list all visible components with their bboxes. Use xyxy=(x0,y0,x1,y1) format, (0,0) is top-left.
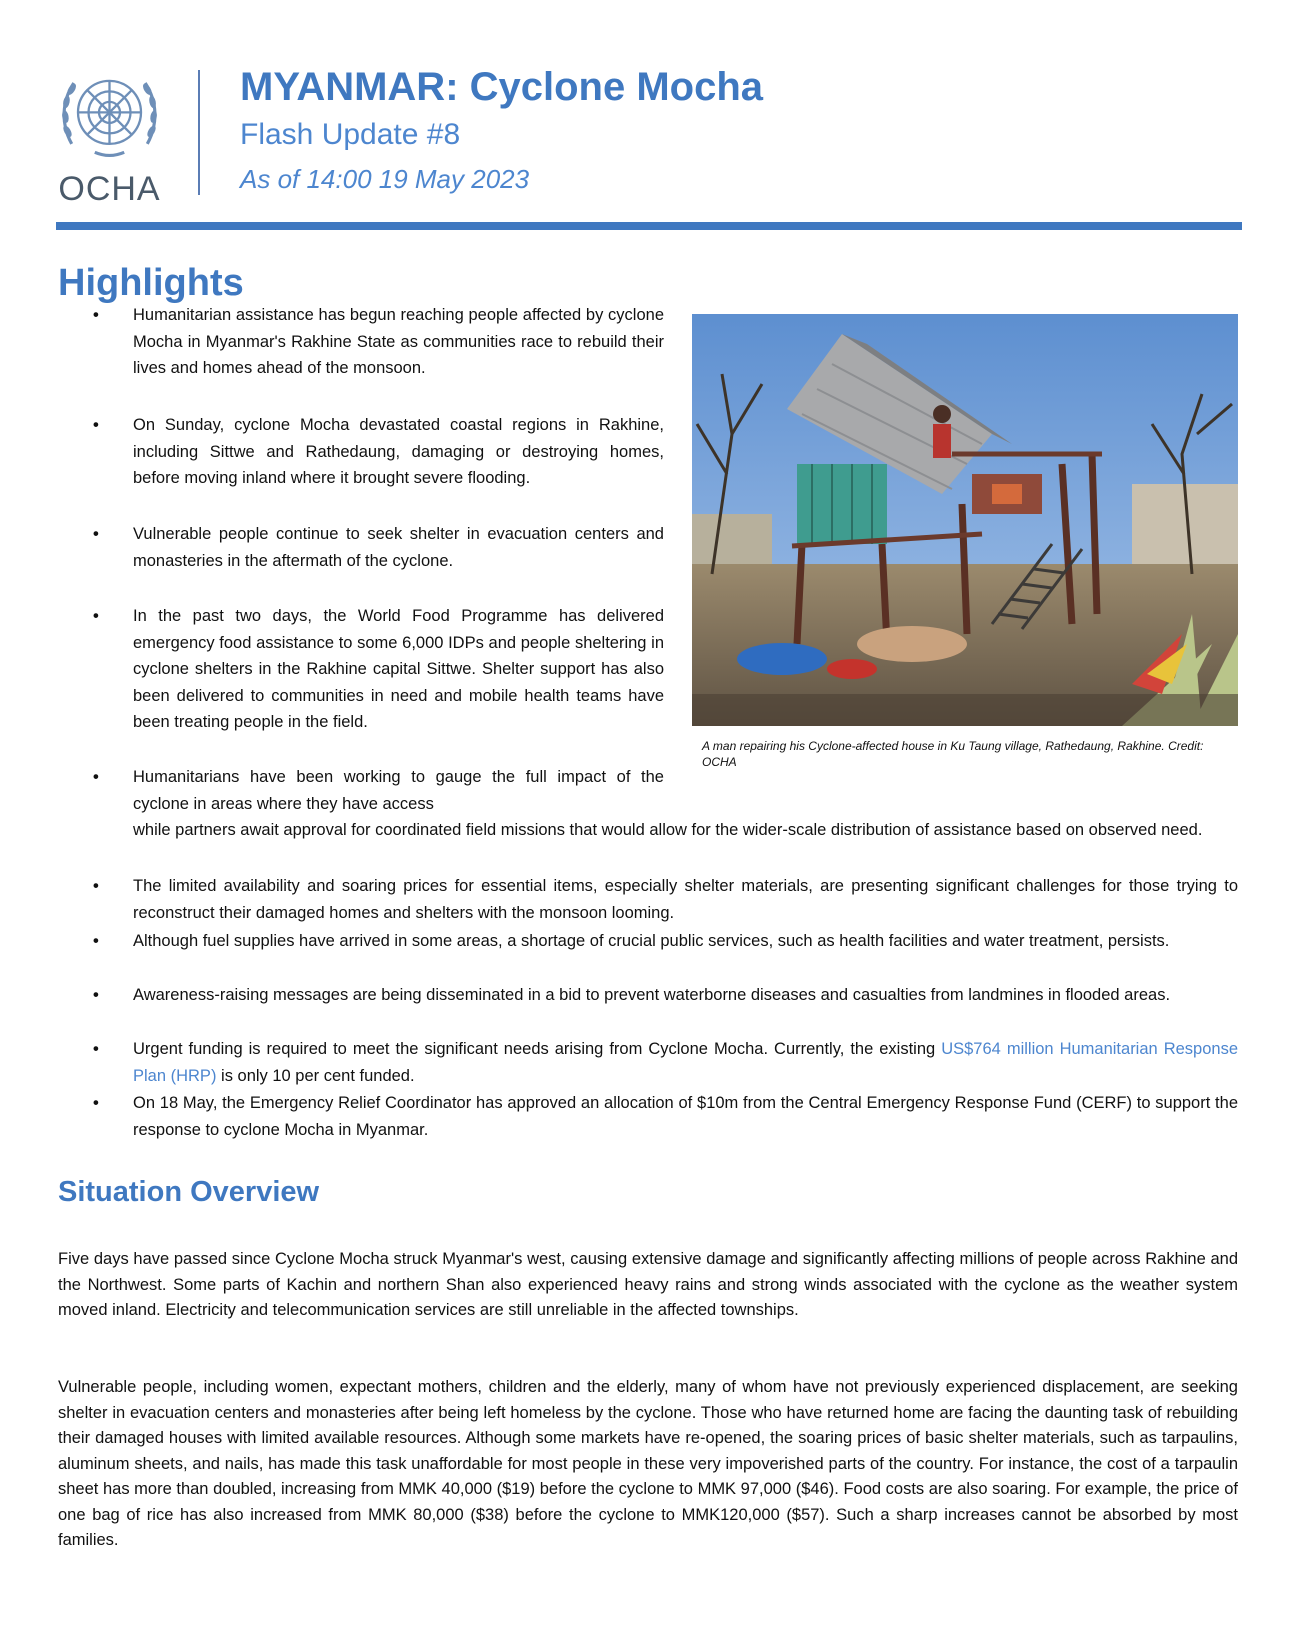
highlight-item-1 xyxy=(93,302,664,382)
overview-paragraph-1: Five days have passed since Cyclone Mocha struck Myanmar's west, causing extensive damage and significantly affecting millions of people across Rakhine and the Northwest. Some parts of Kachin and northern Shan also experienced heavy rains and strong winds associated with the cyclone as the weather system moved inland. Electricity and telecommunication services are still unreliable in the affected townships. xyxy=(58,1250,1238,1319)
highlight-text: while partners await approval for coordinated field missions that would allow for the wider-scale distribution of assistance based on observed need. xyxy=(133,821,1203,839)
highlight-text: Urgent funding is required to meet the significant needs arising from Cyclone Mocha. Currently, the existing xyxy=(133,1040,942,1058)
ocha-logo xyxy=(52,62,167,207)
document-title: MYANMAR: Cyclone Mocha xyxy=(240,65,764,109)
bullet-icon: • xyxy=(93,932,99,950)
highlight-item-5-continued xyxy=(133,817,1238,844)
highlight-item-2 xyxy=(93,412,664,492)
cyclone-damage-photo xyxy=(692,314,1238,726)
highlight-item-10 xyxy=(93,1090,1238,1143)
highlight-text: Although fuel supplies have arrived in some areas, a shortage of crucial public services, such as health facilities and water treatment, persists. xyxy=(133,932,1170,950)
highlight-text: Vulnerable people continue to seek shelter in evacuation centers and monasteries in the aftermath of the cyclone. xyxy=(133,525,664,570)
situation-overview-heading: Situation Overview xyxy=(58,1176,320,1208)
highlight-text: In the past two days, the World Food Programme has delivered emergency food assistance to some 6,000 IDPs and people sheltering in cyclone shelters in the Rakhine capital Sittwe. Shelter support has also been delivered to communities in need and mobile health teams have been treating people in the field. xyxy=(133,607,664,731)
bullet-icon: • xyxy=(93,525,99,543)
bullet-icon: • xyxy=(93,768,99,786)
highlight-item-9 xyxy=(93,1036,1238,1089)
overview-paragraph-2: Vulnerable people, including women, expectant mothers, children and the elderly, many of whom have not previously experienced displacement, are seeking shelter in evacuation centers and monasteries after being left homeless by the cyclone. Those who have returned home are facing the daunting task of rebuilding their damaged houses with limited available resources. Although some markets have re-opened, the soaring prices of basic shelter materials, such as tarpaulins, aluminum sheets, and nails, has made this task unaffordable for most people in these very impoverished parts of the country. For instance, the cost of a tarpaulin sheet has more than doubled, increasing from MMK 40,000 ($19) before the cyclone to MMK 97,000 ($46). Food costs are also soaring. For example, the price of one bag of rice has also increased from MMK 80,000 ($38) before the cyclone to MMK120,000 ($57). Such a sharp increases cannot be absorbed by most families. xyxy=(58,1378,1238,1549)
header-divider xyxy=(198,70,200,195)
org-name: OCHA xyxy=(58,170,161,208)
bullet-icon: • xyxy=(93,1040,99,1058)
header-rule xyxy=(56,222,1242,230)
highlight-text: The limited availability and soaring prices for essential items, especially shelter materials, are presenting significant challenges for those trying to reconstruct their damaged homes and shelters with the monsoon looming. xyxy=(133,877,1238,922)
highlight-item-6 xyxy=(93,873,1238,926)
un-emblem-icon xyxy=(57,62,162,167)
highlight-item-7 xyxy=(93,928,1238,955)
hrp-link[interactable]: US$764 million Humanitarian Response Plan (HRP) xyxy=(133,1040,1238,1085)
highlight-text-end: is only 10 per cent funded. xyxy=(216,1066,415,1085)
photo-caption: A man repairing his Cyclone-affected house in Ku Taung village, Rathedaung, Rakhine. Credit: OCHA xyxy=(702,739,1204,769)
highlight-text: Humanitarians have been working to gauge the full impact of the cyclone in areas where they have access xyxy=(133,768,664,813)
document-date: As of 14:00 19 May 2023 xyxy=(240,164,530,194)
highlights-heading: Highlights xyxy=(58,262,244,304)
highlight-item-8 xyxy=(93,982,1238,1009)
bullet-icon: • xyxy=(93,877,99,895)
highlight-text: Awareness-raising messages are being disseminated in a bid to prevent waterborne diseases and casualties from landmines in flooded areas. xyxy=(133,986,1171,1004)
highlight-text: On Sunday, cyclone Mocha devastated coastal regions in Rakhine, including Sittwe and Rathedaung, damaging or destroying homes, before moving inland where it brought severe flooding. xyxy=(133,416,664,487)
highlight-item-5 xyxy=(93,764,664,817)
highlight-text: Humanitarian assistance has begun reaching people affected by cyclone Mocha in Myanmar's Rakhine State as communities race to rebuild their lives and homes ahead of the monsoon. xyxy=(133,306,664,377)
bullet-icon: • xyxy=(93,1094,99,1112)
damaged-house-image xyxy=(692,314,1238,726)
highlight-item-4 xyxy=(93,603,664,736)
highlight-text: On 18 May, the Emergency Relief Coordinator has approved an allocation of $10m from the Central Emergency Response Fund (CERF) to support the response to cyclone Mocha in Myanmar. xyxy=(133,1094,1238,1139)
document-subtitle: Flash Update #8 xyxy=(240,118,461,151)
bullet-icon: • xyxy=(93,986,99,1004)
bullet-icon: • xyxy=(93,416,99,434)
bullet-icon: • xyxy=(93,607,99,625)
bullet-icon: • xyxy=(93,306,99,324)
title-block xyxy=(240,62,763,198)
highlight-item-3 xyxy=(93,521,664,574)
